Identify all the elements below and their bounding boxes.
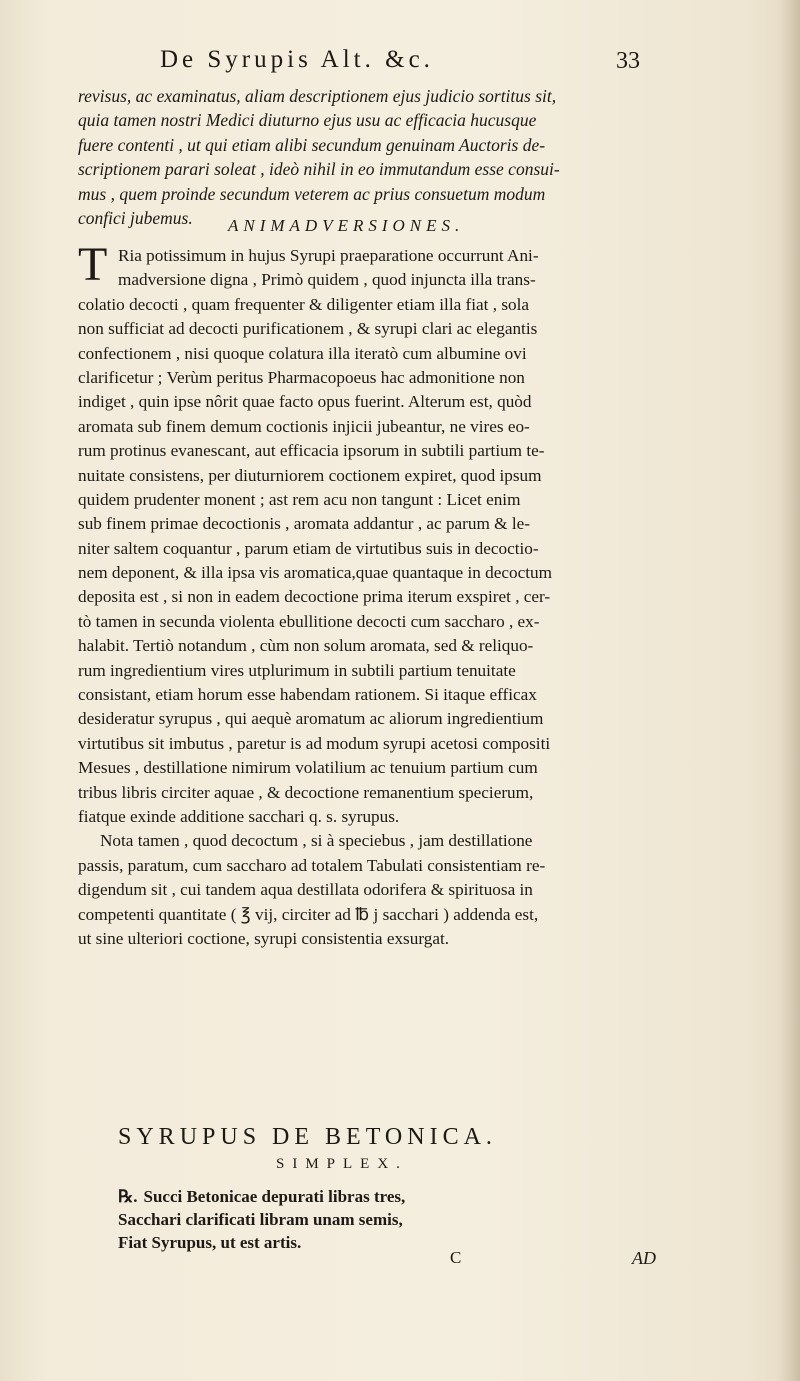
body-line: nuitate consistens, per diuturniorem coctionem expiret, quod ipsum	[78, 465, 542, 485]
running-head: De Syrupis Alt. &c.	[160, 46, 434, 73]
body-line: Nota tamen , quod decoctum , si à speciebus , jam destillatione	[100, 831, 533, 851]
animadversiones-body	[78, 244, 746, 951]
body-line: fiatque exinde additione sacchari q. s. syrupus.	[78, 806, 400, 826]
body-line: Mesues , destillatione nimirum volatilium ac tenuium partium cum	[78, 758, 538, 778]
body-line: colatio decocti , quam frequenter & diligenter etiam illa fiat , sola	[78, 294, 530, 314]
body-line: indiget , quin ipse nôrit quae facto opus fuerint. Alterum est, quòd	[78, 392, 532, 412]
intro-line: fuere contenti , ut qui etiam alibi secundum genuinam Auctoris de-	[78, 134, 546, 155]
intro-line: scriptionem parari soleat , ideò nihil in eo immutandum esse consui-	[78, 159, 560, 180]
body-line: competenti quantitate ( ℥ vij, circiter ad ℔ j sacchari ) addenda est,	[78, 904, 539, 924]
recipe-title: SYRUPUS DE BETONICA.	[118, 1124, 497, 1150]
page-header	[160, 46, 640, 86]
body-line: rum protinus evanescant, aut efficacia ipsorum in subtili partium te-	[78, 441, 545, 461]
body-line: confectionem , nisi quoque colatura illa iteratò cum albumine ovi	[78, 343, 527, 363]
intro-line: quia tamen nostri Medici diuturno ejus usu ac efficacia hucusque	[78, 110, 537, 131]
body-line: madversione digna , Primò quidem , quod injuncta illa trans-	[118, 270, 536, 290]
body-line: consistant, etiam horum esse habendam rationem. Si itaque efficax	[78, 685, 537, 705]
body-line: deposita est , si non in eadem decoctione prima iterum exspiret , cer-	[78, 587, 551, 607]
body-line: aromata sub finem demum coctionis injicii jubeantur, ne vires eo-	[78, 416, 530, 436]
recipe-subtitle: SIMPLEX.	[276, 1156, 408, 1172]
section-title: ANIMADVERSIONES.	[228, 216, 465, 235]
body-line: desideratur syrupus , qui aequè aromatum ac aliorum ingredientium	[78, 709, 544, 729]
intro-line: mus , quem proinde secundum veterem ac prius consuetum modum	[78, 183, 546, 204]
recipe-line	[118, 1185, 678, 1208]
page-number: 33	[616, 48, 640, 74]
body-line: tribus libris circiter aquae , & decoctione remanentium specierum,	[78, 782, 534, 802]
body-line: digendum sit , cui tandem aqua destillata odorifera & spirituosa in	[78, 880, 533, 900]
recipe-line: Fiat Syrupus, ut est artis.	[118, 1233, 302, 1252]
signature-mark: C	[450, 1248, 462, 1267]
intro-paragraph	[78, 84, 746, 230]
page-edge-shadow	[778, 0, 800, 1381]
recipe-line: Sacchari clarificati libram unam semis,	[118, 1210, 403, 1229]
recipe-block	[118, 1185, 678, 1254]
body-line: clarificetur ; Verùm peritus Pharmacopoeus hac admonitione non	[78, 367, 525, 387]
drop-cap: T	[78, 238, 108, 291]
body-line: non sufficiat ad decocti purificationem , & syrupi clari ac elegantis	[78, 319, 538, 339]
body-line: passis, paratum, cum saccharo ad totalem Tabulati consistentiam re-	[78, 855, 546, 875]
body-line: quidem prudenter monent ; ast rem acu non tangunt : Licet enim	[78, 489, 521, 509]
body-line: sub finem primae decoctionis , aromata addantur , ac parum & le-	[78, 514, 530, 534]
recipe-symbol: ℞.	[118, 1187, 138, 1206]
body-line: halabit. Tertiò notandum , cùm non solum aromata, sed & reliquo-	[78, 636, 534, 656]
body-line: virtutibus sit imbutus , paretur is ad modum syrupi acetosi compositi	[78, 733, 551, 753]
recipe-ingredient: Succi Betonicae depurati libras tres,	[143, 1187, 406, 1206]
body-line: Ria potissimum in hujus Syrupi praeparatione occurrunt Ani-	[118, 246, 539, 265]
intro-line: revisus, ac examinatus, aliam descriptionem ejus judicio sortitus sit,	[78, 86, 557, 106]
body-line: rum ingredientium vires utplurimum in subtili partium tenuitate	[78, 660, 516, 680]
body-line: niter saltem coquantur , parum etiam de virtutibus suis in decoctio-	[78, 538, 539, 558]
catchword: AD	[632, 1248, 656, 1268]
intro-line: confici jubemus.	[78, 207, 193, 228]
body-line: nem deponent, & illa ipsa vis aromatica,quae quantaque in decoctum	[78, 563, 552, 583]
body-line: tò tamen in secunda violenta ebullitione decocti cum saccharo , ex-	[78, 611, 540, 631]
body-line: ut sine ulteriori coctione, syrupi consistentia exsurgat.	[78, 928, 450, 948]
